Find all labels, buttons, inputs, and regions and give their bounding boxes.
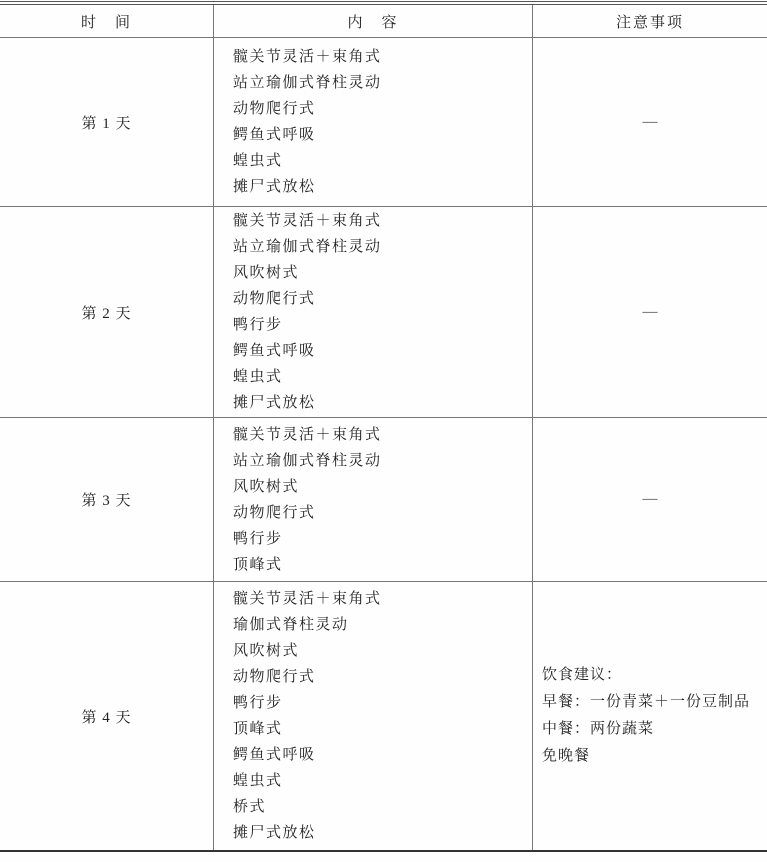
list-line: 鸭行步 <box>233 317 283 333</box>
header-notes: 注意事项 <box>615 14 684 31</box>
schedule-table <box>0 1 767 852</box>
day2-notes-dash: — <box>642 303 658 320</box>
list-line: 鸭行步 <box>233 530 283 547</box>
list-line: 动物爬行式 <box>233 504 316 521</box>
table-row-day4 <box>0 581 767 850</box>
list-line: 摊尸式放松 <box>233 825 316 841</box>
day3-label: 第 3 天 <box>81 493 132 509</box>
list-line: 站立瑜伽式脊柱灵动 <box>233 75 382 91</box>
list-line: 动物爬行式 <box>233 101 316 117</box>
day1-label-cell <box>0 38 214 206</box>
day1-label: 第 1 天 <box>81 115 132 132</box>
day2-notes-cell <box>533 207 767 417</box>
day2-content-cell <box>214 207 533 417</box>
list-line: 风吹树式 <box>233 478 300 495</box>
day4-label-cell <box>0 582 214 850</box>
day2-label: 第 2 天 <box>81 305 132 322</box>
list-line: 蝗虫式 <box>233 153 283 169</box>
header-time: 时 间 <box>0 5 214 37</box>
list-line: 风吹树式 <box>233 643 300 659</box>
list-line: 髋关节灵活＋束角式 <box>233 426 382 443</box>
list-line: 站立瑜伽式脊柱灵动 <box>233 452 382 469</box>
list-line: 饮食建议： <box>542 667 623 683</box>
list-line: 顶峰式 <box>233 556 283 573</box>
day4-notes-cell <box>533 582 767 850</box>
list-line: 鳄鱼式呼吸 <box>233 343 316 359</box>
list-line: 站立瑜伽式脊柱灵动 <box>233 239 382 255</box>
table-row-day1 <box>0 37 767 206</box>
day4-content-cell <box>214 582 533 850</box>
list-line: 蝗虫式 <box>233 369 283 385</box>
table-row-day2 <box>0 206 767 417</box>
day1-content-cell <box>214 38 533 206</box>
day3-notes-dash: — <box>642 491 658 507</box>
header-content: 内 容 <box>214 5 533 37</box>
list-line: 髋关节灵活＋束角式 <box>233 591 382 607</box>
list-line: 髋关节灵活＋束角式 <box>233 49 382 65</box>
list-line: 摊尸式放松 <box>233 179 316 195</box>
list-line: 中餐：两份蔬菜 <box>542 721 655 737</box>
list-line: 动物爬行式 <box>233 669 316 685</box>
list-line: 免晚餐 <box>542 748 591 764</box>
day1-notes-cell <box>533 38 767 206</box>
table-row-day3 <box>0 417 767 581</box>
day1-notes-dash: — <box>642 113 658 130</box>
list-line: 髋关节灵活＋束角式 <box>233 213 382 229</box>
list-line: 鸭行步 <box>233 695 283 711</box>
list-line: 桥式 <box>233 799 267 815</box>
day3-content-cell <box>214 418 533 581</box>
list-line: 风吹树式 <box>233 265 300 281</box>
day3-label-cell <box>0 418 214 581</box>
list-line: 早餐：一份青菜＋一份豆制品 <box>542 694 751 710</box>
table-header-row <box>0 5 767 37</box>
day4-label: 第 4 天 <box>81 709 132 726</box>
day3-notes-cell <box>533 418 767 581</box>
list-line: 顶峰式 <box>233 721 283 737</box>
list-line: 鳄鱼式呼吸 <box>233 747 316 763</box>
list-line: 摊尸式放松 <box>233 395 316 411</box>
list-line: 动物爬行式 <box>233 291 316 307</box>
day2-label-cell <box>0 207 214 417</box>
list-line: 瑜伽式脊柱灵动 <box>233 617 349 633</box>
list-line: 蝗虫式 <box>233 773 283 789</box>
list-line: 鳄鱼式呼吸 <box>233 127 316 143</box>
